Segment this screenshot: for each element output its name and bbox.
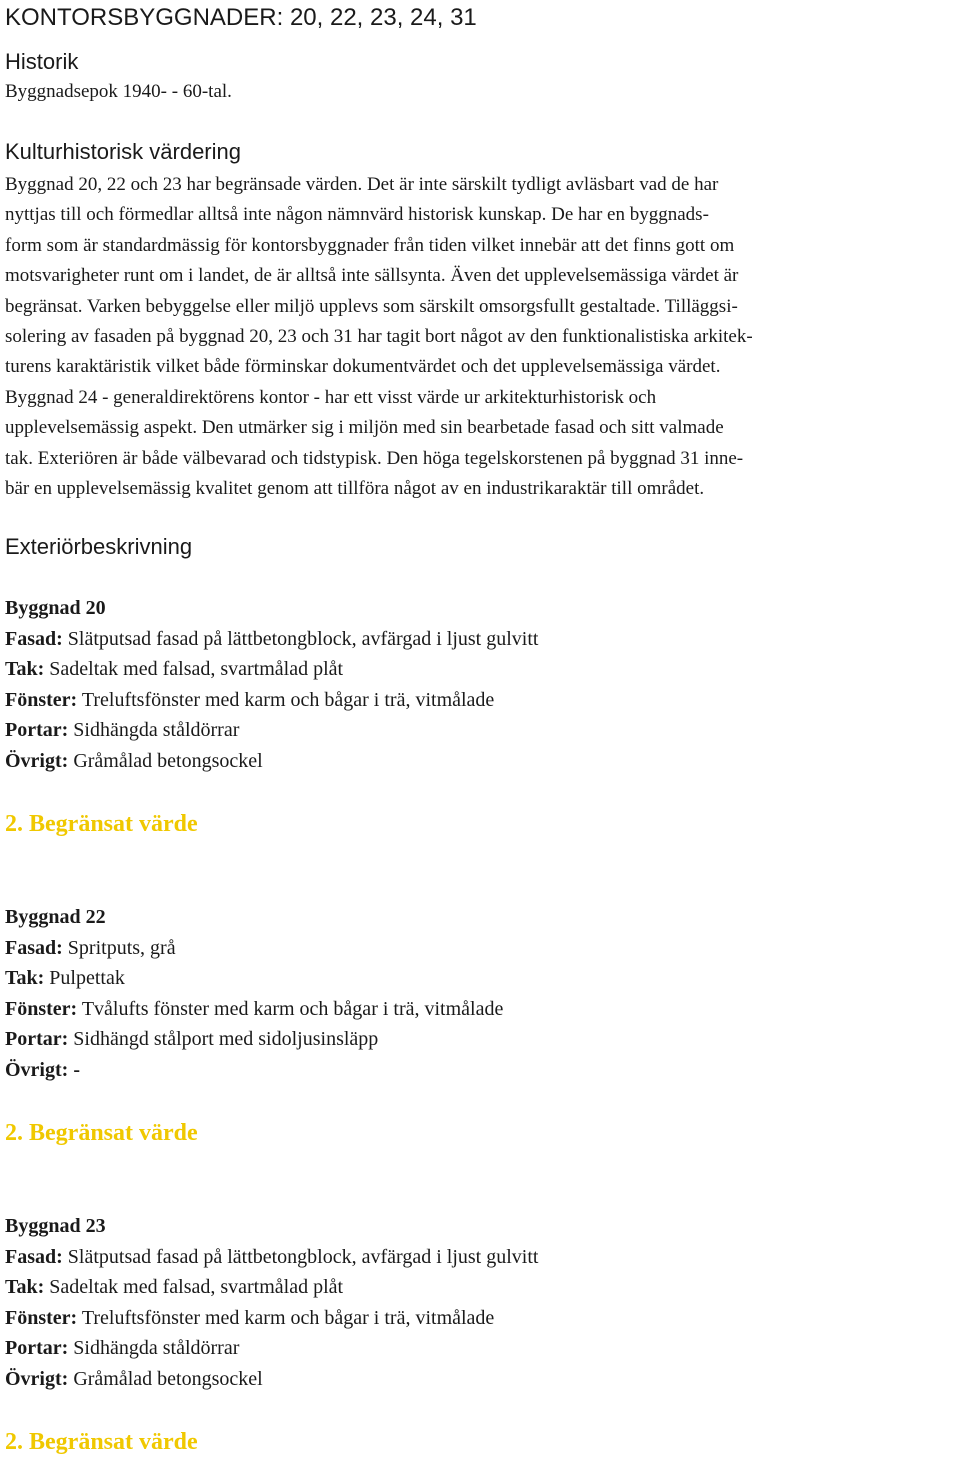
- row-value: Treluftsfönster med karm och bågar i trä, vitmålade: [77, 1306, 495, 1329]
- paragraph-line: solering av fasaden på byggnad 20, 23 och 31 har tagit bort något av den funktionalistiska arkitek-: [5, 326, 753, 348]
- paragraph-line: bär en upplevelsemässig kvalitet genom att tillföra något av en industrikaraktär till området.: [5, 478, 705, 500]
- building-section-20: [5, 593, 905, 841]
- paragraph-line: form som är standardmässig för kontorsbyggnader från tiden vilket innebär att det finns gott om: [5, 234, 735, 256]
- row-label: Fönster:: [5, 1306, 78, 1329]
- row-label: Fönster:: [5, 997, 78, 1020]
- doors-row: [5, 1024, 905, 1055]
- row-label: Övrigt:: [5, 1058, 69, 1081]
- other-row: [5, 746, 905, 777]
- paragraph-line: tak. Exteriören är både välbevarad och tidstypisk. Den höga tegelskorstenen på byggnad 31 inne-: [5, 447, 744, 469]
- row-label: Portar:: [5, 719, 69, 741]
- exterior-heading: Exteriörbeskrivning: [5, 534, 193, 559]
- value-rating: 2. Begränsat värde: [5, 811, 198, 837]
- row-value: Slätputsad fasad på lättbetongblock, avfärgad i ljust gulvitt: [62, 627, 539, 650]
- row-label: Tak:: [5, 1276, 45, 1298]
- window-row: [5, 1303, 905, 1334]
- historik-heading: Historik: [5, 49, 79, 74]
- building-title: Byggnad 22: [5, 906, 106, 928]
- facade-row: [5, 1242, 905, 1273]
- row-label: Portar:: [5, 1028, 69, 1050]
- row-label: Fasad:: [5, 1245, 63, 1268]
- row-value: Slätputsad fasad på lättbetongblock, avfärgad i ljust gulvitt: [62, 1245, 539, 1268]
- value-rating: 2. Begränsat värde: [5, 1429, 198, 1455]
- doors-row: [5, 1333, 905, 1364]
- roof-row: [5, 1272, 905, 1303]
- other-row: [5, 1055, 905, 1086]
- row-label: Fönster:: [5, 688, 78, 711]
- doors-row: [5, 715, 905, 746]
- kulturhistorisk-paragraph: [5, 170, 953, 504]
- row-label: Övrigt:: [5, 749, 69, 772]
- paragraph-line: turens karaktäristik vilket både förminskar dokumentvärdet och det upplevelsemässiga värdet.: [5, 356, 721, 378]
- row-value: Gråmålad betongsockel: [68, 1367, 263, 1390]
- page-title: KONTORSBYGGNADER: 20, 22, 23, 24, 31: [5, 4, 477, 31]
- building-section-22: [5, 902, 905, 1150]
- other-row: [5, 1364, 905, 1395]
- paragraph-line: begränsat. Varken bebyggelse eller miljö upplevs som särskilt omsorgsfullt gestaltade. Tilläggsi-: [5, 295, 738, 317]
- window-row: [5, 685, 905, 716]
- building-title: Byggnad 23: [5, 1215, 106, 1237]
- row-label: Fasad:: [5, 627, 63, 650]
- facade-row: [5, 624, 905, 655]
- paragraph-line: Byggnad 24 - generaldirektörens kontor - har ett visst värde ur arkitekturhistorisk och: [5, 386, 657, 408]
- row-value: Sidhängda ståldörrar: [68, 719, 240, 741]
- facade-row: [5, 933, 905, 964]
- paragraph-line: nyttjas till och förmedlar alltså inte någon nämnvärd historisk kunskap. De har en byggnads-: [5, 204, 709, 226]
- row-label: Övrigt:: [5, 1367, 69, 1390]
- historik-text: Byggnadsepok 1940- - 60-tal.: [5, 81, 232, 102]
- row-value: Sidhängd stålport med sidoljusinsläpp: [68, 1028, 379, 1050]
- row-value: Gråmålad betongsockel: [68, 749, 263, 772]
- paragraph-line: motsvarigheter runt om i landet, de är alltså inte sällsynta. Även det upplevelsemässiga värdet är: [5, 265, 739, 287]
- row-value: Sadeltak med falsad, svartmålad plåt: [44, 1276, 344, 1298]
- building-title: Byggnad 20: [5, 597, 106, 619]
- kulturhistorisk-heading: Kulturhistorisk värdering: [5, 139, 241, 164]
- row-label: Fasad:: [5, 936, 63, 959]
- building-section-23: [5, 1211, 905, 1459]
- row-value: Treluftsfönster med karm och bågar i trä, vitmålade: [77, 688, 495, 711]
- row-label: Tak:: [5, 658, 45, 680]
- row-value: Spritputs, grå: [62, 936, 176, 959]
- row-value: Sidhängda ståldörrar: [68, 1337, 240, 1359]
- roof-row: [5, 963, 905, 994]
- row-label: Portar:: [5, 1337, 69, 1359]
- row-value: Sadeltak med falsad, svartmålad plåt: [44, 658, 344, 680]
- paragraph-line: upplevelsemässig aspekt. Den utmärker sig i miljön med sin bearbetade fasad och sitt valmade: [5, 417, 724, 439]
- window-row: [5, 994, 905, 1025]
- row-value: Pulpettak: [44, 967, 125, 989]
- roof-row: [5, 654, 905, 685]
- row-label: Tak:: [5, 967, 45, 989]
- paragraph-line: Byggnad 20, 22 och 23 har begränsade värden. Det är inte särskilt tydligt avläsbart vad de har: [5, 174, 719, 195]
- row-value: Tvålufts fönster med karm och bågar i trä, vitmålade: [77, 997, 504, 1020]
- row-value: -: [68, 1058, 80, 1081]
- value-rating: 2. Begränsat värde: [5, 1120, 198, 1146]
